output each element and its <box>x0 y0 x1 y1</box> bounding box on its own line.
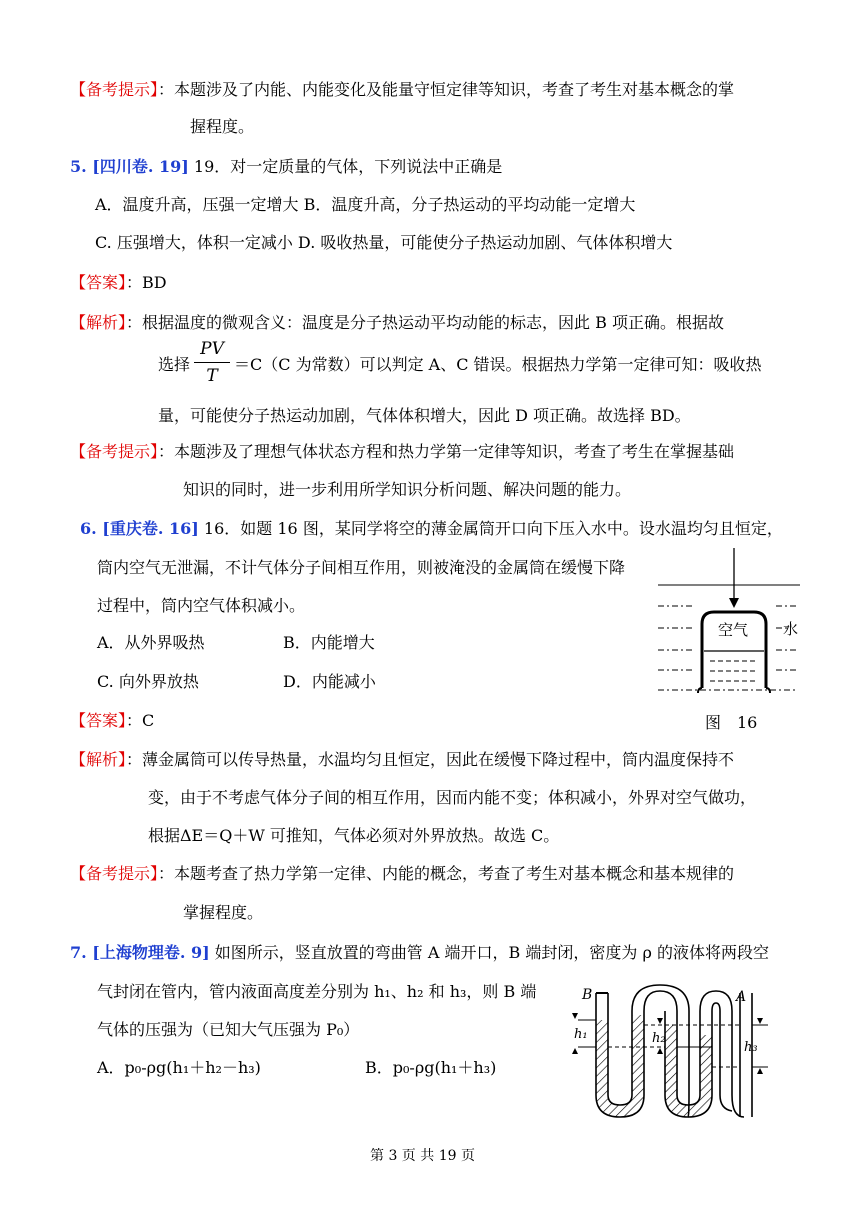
figure-label-water: 水 <box>783 620 799 638</box>
question-7-stem-2: 气封闭在管内，管内液面高度差分别为 h₁、h₂ 和 h₃，则 B 端 <box>97 982 537 1001</box>
option-b: B．p₀-ρg(h₁＋h₃) <box>365 1058 497 1077</box>
question-6-stem-3: 过程中，筒内空气体积减小。 <box>97 596 306 615</box>
analysis-cont: 根据ΔE＝Q＋W 可推知，气体必须对外界放热。故选 C。 <box>148 826 560 845</box>
figure-16 <box>640 548 810 708</box>
question-source: 6. [重庆卷. 16] <box>80 519 199 538</box>
u-tube-figure <box>560 985 780 1125</box>
analysis-cont: 量，可能使分子热运动加剧，气体体积增大，因此 D 项正确。故选择 BD。 <box>158 406 691 425</box>
question-5-stem: 5. [四川卷. 19] 19．对一定质量的气体，下列说法中正确是 <box>70 157 503 176</box>
option-a: A．从外界吸热 <box>97 633 205 652</box>
option-d: D．内能减小 <box>283 672 376 691</box>
option-a: A．p₀-ρg(h₁＋h₂－h₃) <box>97 1058 261 1077</box>
analysis-pre: 选择 <box>158 355 191 374</box>
tip-line: 【备考提示】：本题考查了热力学第一定律、内能的概念，考查了考生对基本概念和基本规律的 <box>70 864 735 883</box>
label-B: B <box>582 987 593 1003</box>
label-h3: h₃ <box>744 1040 758 1055</box>
analysis-cont: 变，由于不考虑气体分子间的相互作用，因而内能不变；体积减小，外界对空气做功， <box>148 788 757 807</box>
fraction-denominator: T <box>206 366 218 386</box>
analysis-post: ＝C（C 为常数）可以判定 A、C 错误。根据热力学第一定律可知：吸收热 <box>234 355 762 374</box>
analysis-line: 【解析】：薄金属筒可以传导热量，水温均匀且恒定，因此在缓慢下降过程中，筒内温度保持不 <box>70 750 735 769</box>
tip-text: 本题涉及了内能、内能变化及能量守恒定律等知识，考查了考生对基本概念的掌 <box>174 80 735 99</box>
analysis-line: 【解析】：根据温度的微观含义：温度是分子热运动平均动能的标志，因此 B 项正确。根据故 <box>70 313 724 332</box>
label-A: A <box>736 989 747 1005</box>
answer-line: 【答案】：BD <box>70 273 167 292</box>
question-7-stem-3: 气体的压强为（已知大气压强为 P₀） <box>97 1020 360 1039</box>
fraction-bar <box>194 362 230 363</box>
option-c: C. 向外界放热 <box>97 672 199 691</box>
figure-caption: 图 16 <box>705 713 758 732</box>
tip-text-cont: 知识的同时，进一步利用所学知识分析问题、解决问题的能力。 <box>183 480 632 499</box>
tip-line: 【备考提示】：本题涉及了理想气体状态方程和热力学第一定律等知识，考查了考生在掌握基础 <box>70 442 735 461</box>
page-footer: 第 3 页 共 19 页 <box>370 1148 475 1164</box>
question-6-stem-2: 筒内空气无泄漏，不计气体分子间相互作用，则被淹没的金属筒在缓慢下降 <box>97 558 626 577</box>
answer-value: BD <box>142 273 167 292</box>
tip-line: 【备考提示】：本题涉及了内能、内能变化及能量守恒定律等知识，考查了考生对基本概念的掌 <box>70 80 735 99</box>
fraction-numerator: PV <box>200 339 224 359</box>
question-5-options-1: A．温度升高，压强一定增大 B．温度升高，分子热运动的平均动能一定增大 <box>95 195 636 214</box>
tip-text-cont: 掌握程度。 <box>183 903 264 922</box>
tip-text-cont: 握程度。 <box>190 117 255 136</box>
tip-label: 【备考提示】 <box>70 80 159 99</box>
question-6-stem: 6. [重庆卷. 16] 16．如题 16 图，某同学将空的薄金属筒开口向下压入水中。设水温均匀且恒定， <box>80 519 783 538</box>
question-source: 5. [四川卷. 19] <box>70 157 189 176</box>
answer-line: 【答案】：C <box>70 711 155 730</box>
label-h1: h₁ <box>574 1027 588 1042</box>
answer-value: C <box>142 711 155 730</box>
question-source: 7. [上海物理卷. 9] <box>70 943 210 962</box>
label-h2: h₂ <box>652 1031 666 1046</box>
option-b: B．内能增大 <box>283 633 375 652</box>
answer-label: 【答案】 <box>70 273 127 292</box>
analysis-label: 【解析】 <box>70 313 127 332</box>
question-7-stem: 7. [上海物理卷. 9] 如图所示，竖直放置的弯曲管 A 端开口，B 端封闭，密度为 ρ 的液体将两段空 <box>70 943 769 962</box>
question-5-options-2: C. 压强增大，体积一定减小 D. 吸收热量，可能使分子热运动加剧、气体体积增大 <box>95 233 673 252</box>
figure-label-air: 空气 <box>718 621 749 639</box>
